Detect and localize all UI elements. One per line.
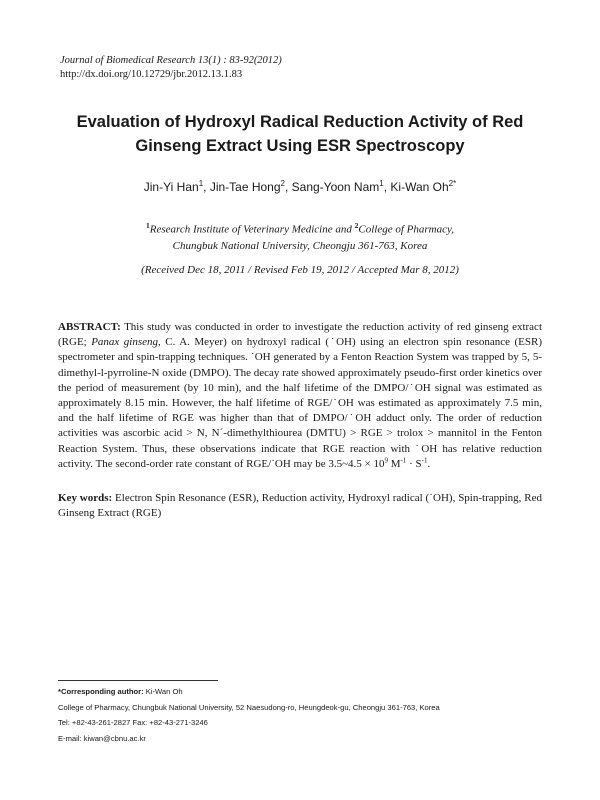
- abstract: [58, 320, 542, 472]
- author-separator: ,: [203, 180, 210, 194]
- author-separator: ,: [284, 180, 292, 194]
- author-name: Jin-Yi Han: [143, 180, 199, 194]
- abstract-text-2: , C. A. Meyer) on hydroxyl radical (˙OH) using an electron spin resonance (ESR) spectrometer and spin-trapping techniques. ˙OH generated by a Fenton Reaction System was trapped by 5, 5-dimethyl-l-pyrroline-N oxide (DMPO). The decay rate showed approximately pseudo-first order kinetics over the period of measurement (by 10 min), and the half lifetime of the DMPO/˙OH signal was estimated as approximately 8.15 min. However, the half lifetime of RGE/˙OH was estimated as approximately 7.5 min, and the half lifetime of RGE was higher than that of DMPO/˙OH adduct only. The order of reduction activities was ascorbic acid > N, N´-dimethylthiourea (DMTU) > RGE > trolox > mannitol in the Fenton Reaction System. Thus, these observations indicate that RGE reaction with ˙OH has relative reduction activity. The second-order rate constant of RGE/˙OH may be 3.5~4.5 × 10: [58, 336, 542, 470]
- affil-text-1: Research Institute of Veterinary Medicine and: [149, 223, 355, 236]
- doi-link[interactable]: http://dx.doi.org/10.12729/jbr.2012.13.1.83: [60, 69, 243, 80]
- species-name: Panax ginseng: [91, 336, 159, 349]
- corresponding-name: Ki-Wan Oh: [143, 687, 183, 696]
- keywords: [58, 491, 542, 521]
- author-affil-mark: 2*: [448, 179, 457, 188]
- author-separator: ,: [383, 180, 391, 194]
- received-dates: (Received Dec 18, 2011 / Revised Feb 19, 2012 / Accepted Mar 8, 2012): [141, 264, 459, 276]
- title-line-1: Evaluation of Hydroxyl Radical Reduction Activity of Red: [76, 113, 524, 131]
- author-address: College of Pharmacy, Chungbuk National University, 52 Naesudong-ro, Heungdeok-gu, Cheongju 361-763, Korea: [58, 702, 440, 712]
- keywords-label: Key words:: [58, 492, 113, 504]
- journal-header: [60, 54, 282, 82]
- paper-title: [60, 110, 540, 158]
- corresponding-author-line: [58, 684, 542, 700]
- abstract-end: .: [427, 457, 431, 470]
- corresponding-footnote: [58, 684, 542, 746]
- author-name: Ki-Wan Oh: [390, 180, 449, 194]
- abstract-label: ABSTRACT:: [58, 321, 121, 333]
- author-affil-mark: 2: [280, 179, 285, 188]
- author-affil-mark: 1: [379, 179, 384, 188]
- unit-m: M: [387, 457, 401, 470]
- keywords-text: Electron Spin Resonance (ESR), Reduction activity, Hydroxyl radical (˙OH), Spin-trapping, Red Ginseng Extract (RGE): [58, 492, 543, 520]
- affil-mark-1: 1: [146, 221, 150, 230]
- unit-s: · S: [406, 457, 422, 470]
- affiliations: [60, 218, 540, 254]
- exponent: -1: [400, 456, 407, 465]
- abstract-text-1: This study was conducted in order to investigate the reduction activity of red ginseng extract (RGE;: [58, 321, 542, 349]
- author-email[interactable]: E-mail: kiwan@cbnu.ac.kr: [58, 733, 146, 743]
- author-affil-mark: 1: [198, 179, 204, 188]
- author-name: Sang-Yoon Nam: [291, 180, 380, 194]
- affil-line-2: Chungbuk National University, Cheongju 361-763, Korea: [172, 239, 428, 252]
- footnote-divider: [58, 680, 218, 681]
- affil-mark-2: 2: [354, 221, 359, 230]
- author-name: Jin-Tae Hong: [209, 180, 281, 194]
- author-phone: Tel: +82-43-261-2827 Fax: +82-43-271-3246: [58, 718, 208, 728]
- author-list: [60, 176, 540, 195]
- corresponding-label: *Corresponding author:: [58, 687, 144, 696]
- affil-text-2: College of Pharmacy,: [358, 223, 454, 236]
- title-line-2: Ginseng Extract Using ESR Spectroscopy: [135, 137, 465, 155]
- exponent: -1: [421, 456, 428, 465]
- journal-citation: Journal of Biomedical Research 13(1) : 83-92(2012): [60, 55, 282, 66]
- exponent: 9: [384, 456, 388, 465]
